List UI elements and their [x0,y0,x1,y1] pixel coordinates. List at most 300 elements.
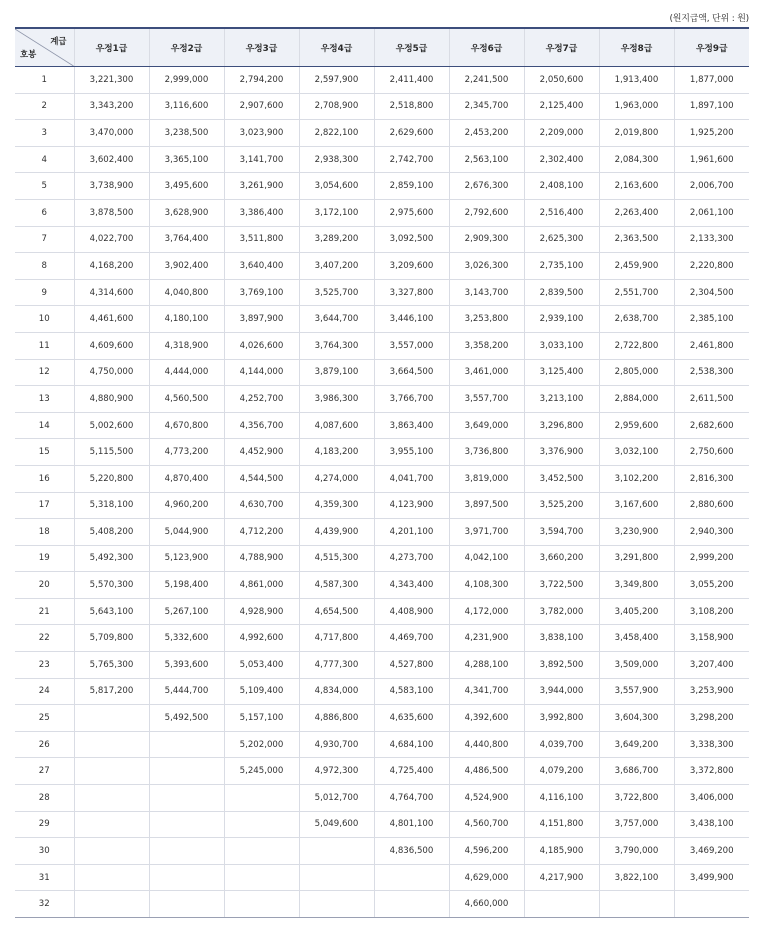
salary-cell: 3,649,200 [599,731,674,758]
grade-header-3: 우정3급 [224,28,299,67]
salary-cell: 4,777,300 [299,652,374,679]
salary-cell: 2,220,800 [674,253,749,280]
table-row [15,226,749,253]
salary-cell: 3,221,300 [74,67,149,94]
salary-cell: 3,406,000 [674,785,749,812]
salary-cell: 3,253,800 [449,306,524,333]
salary-cell [74,864,149,891]
salary-cell: 2,805,000 [599,359,674,386]
salary-cell: 3,897,500 [449,492,524,519]
salary-cell: 2,363,500 [599,226,674,253]
salary-cell: 4,712,200 [224,519,299,546]
table-row [15,279,749,306]
step-number-cell: 16 [15,465,74,492]
table-row [15,386,749,413]
table-body [15,67,749,918]
salary-cell: 3,525,700 [299,279,374,306]
salary-cell: 2,345,700 [449,93,524,120]
salary-cell: 4,560,700 [449,811,524,838]
salary-cell: 3,023,900 [224,120,299,147]
salary-cell: 2,750,600 [674,439,749,466]
salary-cell: 3,838,100 [524,625,599,652]
salary-cell: 2,629,600 [374,120,449,147]
salary-cell: 4,469,700 [374,625,449,652]
salary-cell: 4,630,700 [224,492,299,519]
salary-cell [299,838,374,865]
salary-cell: 3,602,400 [74,146,149,173]
salary-cell [74,811,149,838]
salary-cell: 4,123,900 [374,492,449,519]
step-number-cell: 1 [15,67,74,94]
salary-cell: 2,880,600 [674,492,749,519]
salary-cell: 3,769,100 [224,279,299,306]
grade-header-1: 우정1급 [74,28,149,67]
step-number-cell: 12 [15,359,74,386]
salary-cell: 3,033,100 [524,332,599,359]
salary-cell: 3,971,700 [449,519,524,546]
salary-cell: 4,341,700 [449,678,524,705]
salary-cell: 3,822,100 [599,864,674,891]
salary-cell: 3,238,500 [149,120,224,147]
corner-grade-label: 계급 [50,36,67,46]
salary-cell: 4,439,900 [299,519,374,546]
salary-cell: 3,253,900 [674,678,749,705]
table-row [15,758,749,785]
salary-cell: 4,273,700 [374,545,449,572]
step-number-cell: 21 [15,598,74,625]
salary-cell: 3,594,700 [524,519,599,546]
salary-cell [149,864,224,891]
step-number-cell: 24 [15,678,74,705]
salary-cell: 5,267,100 [149,598,224,625]
salary-cell: 5,332,600 [149,625,224,652]
salary-cell: 3,407,200 [299,253,374,280]
salary-cell: 4,314,600 [74,279,149,306]
salary-cell: 3,386,400 [224,199,299,226]
grade-header-8: 우정8급 [599,28,674,67]
salary-cell: 4,764,700 [374,785,449,812]
salary-cell: 4,087,600 [299,412,374,439]
salary-cell: 4,836,500 [374,838,449,865]
salary-cell: 5,220,800 [74,465,149,492]
salary-cell: 5,393,600 [149,652,224,679]
salary-cell: 4,274,000 [299,465,374,492]
salary-cell: 3,557,900 [599,678,674,705]
table-row [15,678,749,705]
table-row [15,811,749,838]
salary-cell [149,891,224,918]
salary-cell: 3,766,700 [374,386,449,413]
salary-cell: 4,870,400 [149,465,224,492]
salary-cell [224,838,299,865]
salary-cell: 2,792,600 [449,199,524,226]
table-row [15,705,749,732]
grade-header-7: 우정7급 [524,28,599,67]
salary-cell: 2,597,900 [299,67,374,94]
salary-cell: 3,349,800 [599,572,674,599]
salary-cell: 3,296,800 [524,412,599,439]
salary-cell: 1,897,100 [674,93,749,120]
unit-caption: (원지급액, 단위 : 원) [669,14,749,24]
salary-cell: 2,461,800 [674,332,749,359]
salary-cell: 4,992,600 [224,625,299,652]
salary-cell: 5,817,200 [74,678,149,705]
salary-cell: 5,444,700 [149,678,224,705]
salary-cell: 2,999,200 [674,545,749,572]
step-number-cell: 25 [15,705,74,732]
salary-cell: 2,408,100 [524,173,599,200]
salary-cell: 2,625,300 [524,226,599,253]
salary-cell: 2,459,900 [599,253,674,280]
salary-cell: 3,499,900 [674,864,749,891]
salary-cell: 3,955,100 [374,439,449,466]
salary-cell: 4,684,100 [374,731,449,758]
salary-cell: 3,108,200 [674,598,749,625]
salary-cell: 2,061,100 [674,199,749,226]
salary-cell: 4,108,300 [449,572,524,599]
salary-cell: 3,557,000 [374,332,449,359]
salary-cell: 3,446,100 [374,306,449,333]
salary-cell: 4,183,200 [299,439,374,466]
salary-cell: 3,664,500 [374,359,449,386]
salary-cell: 3,343,200 [74,93,149,120]
salary-cell: 5,492,300 [74,545,149,572]
salary-cell: 3,298,200 [674,705,749,732]
salary-cell: 4,201,100 [374,519,449,546]
salary-cell: 3,207,400 [674,652,749,679]
salary-cell [599,891,674,918]
salary-cell: 5,157,100 [224,705,299,732]
salary-cell: 3,944,000 [524,678,599,705]
table-row [15,93,749,120]
table-row [15,67,749,94]
salary-cell: 5,492,500 [149,705,224,732]
salary-cell: 5,053,400 [224,652,299,679]
salary-cell: 3,054,600 [299,173,374,200]
salary-cell: 4,596,200 [449,838,524,865]
salary-cell: 3,055,200 [674,572,749,599]
salary-cell: 4,930,700 [299,731,374,758]
step-number-cell: 32 [15,891,74,918]
salary-cell: 4,252,700 [224,386,299,413]
salary-cell: 3,509,000 [599,652,674,679]
salary-cell: 4,654,500 [299,598,374,625]
salary-cell: 2,302,400 [524,146,599,173]
salary-cell: 3,469,200 [674,838,749,865]
step-number-cell: 19 [15,545,74,572]
salary-cell: 2,999,000 [149,67,224,94]
salary-cell: 3,892,500 [524,652,599,679]
salary-cell: 5,049,600 [299,811,374,838]
salary-cell: 2,304,500 [674,279,749,306]
salary-cell: 2,133,300 [674,226,749,253]
salary-cell: 3,863,400 [374,412,449,439]
step-number-cell: 11 [15,332,74,359]
salary-cell: 4,041,700 [374,465,449,492]
salary-cell: 4,144,000 [224,359,299,386]
salary-cell: 4,172,000 [449,598,524,625]
salary-cell [224,891,299,918]
salary-cell: 4,217,900 [524,864,599,891]
salary-cell: 4,801,100 [374,811,449,838]
table-row [15,625,749,652]
salary-cell: 2,209,000 [524,120,599,147]
corner-step-label: 호봉 [20,49,37,59]
step-number-cell: 13 [15,386,74,413]
salary-cell: 2,676,300 [449,173,524,200]
step-number-cell: 8 [15,253,74,280]
salary-cell: 4,629,000 [449,864,524,891]
salary-cell [74,838,149,865]
salary-cell: 1,925,200 [674,120,749,147]
salary-cell: 4,609,600 [74,332,149,359]
salary-cell: 4,318,900 [149,332,224,359]
salary-cell [224,864,299,891]
salary-cell: 3,365,100 [149,146,224,173]
salary-cell [149,731,224,758]
salary-cell: 2,411,400 [374,67,449,94]
salary-cell: 4,583,100 [374,678,449,705]
salary-cell: 2,538,300 [674,359,749,386]
salary-cell: 5,318,100 [74,492,149,519]
salary-cell: 4,788,900 [224,545,299,572]
salary-cell: 3,736,800 [449,439,524,466]
step-number-cell: 18 [15,519,74,546]
salary-cell: 3,722,800 [599,785,674,812]
salary-cell: 3,125,400 [524,359,599,386]
step-number-cell: 28 [15,785,74,812]
salary-cell: 4,026,600 [224,332,299,359]
salary-cell: 3,291,800 [599,545,674,572]
salary-cell: 3,557,700 [449,386,524,413]
salary-cell: 2,975,600 [374,199,449,226]
salary-cell [374,891,449,918]
salary-cell: 3,372,800 [674,758,749,785]
step-number-cell: 9 [15,279,74,306]
salary-cell: 2,816,300 [674,465,749,492]
salary-cell: 4,392,600 [449,705,524,732]
salary-cell: 3,158,900 [674,625,749,652]
salary-cell [224,811,299,838]
table-row [15,838,749,865]
salary-cell: 4,040,800 [149,279,224,306]
salary-cell: 3,819,000 [449,465,524,492]
salary-cell: 3,686,700 [599,758,674,785]
salary-cell: 3,167,600 [599,492,674,519]
salary-cell: 5,002,600 [74,412,149,439]
salary-cell [74,705,149,732]
salary-cell: 4,524,900 [449,785,524,812]
salary-cell: 4,039,700 [524,731,599,758]
salary-cell: 4,587,300 [299,572,374,599]
table-row [15,146,749,173]
salary-cell: 4,168,200 [74,253,149,280]
salary-cell: 4,861,000 [224,572,299,599]
salary-cell: 2,939,100 [524,306,599,333]
salary-cell: 3,644,700 [299,306,374,333]
step-number-cell: 6 [15,199,74,226]
salary-cell: 4,408,900 [374,598,449,625]
table-row [15,359,749,386]
salary-cell: 3,511,800 [224,226,299,253]
salary-cell [149,838,224,865]
salary-cell: 4,773,200 [149,439,224,466]
salary-cell: 3,902,400 [149,253,224,280]
salary-cell: 4,022,700 [74,226,149,253]
salary-cell [149,811,224,838]
salary-cell: 3,438,100 [674,811,749,838]
salary-cell: 4,972,300 [299,758,374,785]
table-row [15,891,749,918]
salary-cell: 4,079,200 [524,758,599,785]
salary-cell: 4,527,800 [374,652,449,679]
salary-cell: 4,750,000 [74,359,149,386]
salary-cell: 5,570,300 [74,572,149,599]
header-row [15,28,749,67]
step-number-cell: 27 [15,758,74,785]
grade-header-2: 우정2급 [149,28,224,67]
salary-cell: 3,032,100 [599,439,674,466]
table-row [15,572,749,599]
salary-cell: 4,834,000 [299,678,374,705]
step-number-cell: 31 [15,864,74,891]
salary-cell: 4,635,600 [374,705,449,732]
salary-cell [149,785,224,812]
salary-cell: 1,877,000 [674,67,749,94]
salary-cell: 2,125,400 [524,93,599,120]
salary-cell: 3,722,500 [524,572,599,599]
salary-cell: 4,928,900 [224,598,299,625]
salary-cell [524,891,599,918]
table-row [15,492,749,519]
salary-cell: 3,986,300 [299,386,374,413]
salary-cell: 2,163,600 [599,173,674,200]
salary-cell: 5,643,100 [74,598,149,625]
salary-cell: 3,649,000 [449,412,524,439]
step-number-cell: 3 [15,120,74,147]
grade-header-5: 우정5급 [374,28,449,67]
salary-table [15,27,749,918]
salary-cell: 2,518,800 [374,93,449,120]
salary-cell: 2,907,600 [224,93,299,120]
salary-cell: 4,359,300 [299,492,374,519]
table-row [15,465,749,492]
table-row [15,439,749,466]
salary-cell: 4,725,400 [374,758,449,785]
salary-cell: 3,757,000 [599,811,674,838]
salary-cell: 2,453,200 [449,120,524,147]
salary-cell: 5,198,400 [149,572,224,599]
salary-cell: 5,245,000 [224,758,299,785]
table-row [15,731,749,758]
salary-cell: 3,897,900 [224,306,299,333]
salary-cell: 5,123,900 [149,545,224,572]
corner-header-cell [15,28,74,67]
salary-cell: 5,765,300 [74,652,149,679]
salary-cell: 3,358,200 [449,332,524,359]
step-number-cell: 10 [15,306,74,333]
salary-cell: 3,992,800 [524,705,599,732]
salary-cell: 3,640,400 [224,253,299,280]
salary-cell: 3,458,400 [599,625,674,652]
salary-cell: 3,172,100 [299,199,374,226]
table-row [15,652,749,679]
salary-cell: 2,551,700 [599,279,674,306]
salary-cell: 3,879,100 [299,359,374,386]
salary-cell [74,891,149,918]
salary-cell: 4,880,900 [74,386,149,413]
salary-cell: 3,092,500 [374,226,449,253]
salary-cell: 2,019,800 [599,120,674,147]
salary-cell: 2,722,800 [599,332,674,359]
step-number-cell: 30 [15,838,74,865]
table-row [15,864,749,891]
table-row [15,545,749,572]
salary-cell: 4,960,200 [149,492,224,519]
salary-cell: 3,764,400 [149,226,224,253]
salary-cell: 3,289,200 [299,226,374,253]
salary-cell: 2,959,600 [599,412,674,439]
salary-cell: 2,611,500 [674,386,749,413]
step-number-cell: 26 [15,731,74,758]
table-row [15,199,749,226]
step-number-cell: 2 [15,93,74,120]
salary-cell: 3,327,800 [374,279,449,306]
salary-cell: 3,738,900 [74,173,149,200]
salary-cell [74,758,149,785]
salary-cell: 2,884,000 [599,386,674,413]
salary-cell: 4,343,400 [374,572,449,599]
salary-cell: 4,670,800 [149,412,224,439]
salary-cell: 2,822,100 [299,120,374,147]
salary-cell [74,731,149,758]
salary-cell: 2,084,300 [599,146,674,173]
salary-cell: 4,461,600 [74,306,149,333]
salary-cell [149,758,224,785]
salary-cell: 2,241,500 [449,67,524,94]
salary-cell [299,891,374,918]
table-row [15,412,749,439]
table-row [15,253,749,280]
step-number-cell: 15 [15,439,74,466]
salary-cell: 2,682,600 [674,412,749,439]
salary-cell: 5,109,400 [224,678,299,705]
salary-cell: 5,012,700 [299,785,374,812]
salary-cell: 3,452,500 [524,465,599,492]
salary-cell: 4,116,100 [524,785,599,812]
salary-cell: 3,495,600 [149,173,224,200]
step-number-cell: 29 [15,811,74,838]
salary-cell: 3,405,200 [599,598,674,625]
salary-cell: 2,794,200 [224,67,299,94]
table-row [15,306,749,333]
salary-cell: 3,143,700 [449,279,524,306]
salary-cell: 2,516,400 [524,199,599,226]
salary-cell: 4,356,700 [224,412,299,439]
salary-cell: 3,376,900 [524,439,599,466]
salary-cell: 5,408,200 [74,519,149,546]
table-row [15,519,749,546]
salary-cell: 2,859,100 [374,173,449,200]
salary-cell: 4,717,800 [299,625,374,652]
table-row [15,120,749,147]
salary-cell: 4,560,500 [149,386,224,413]
salary-cell: 4,185,900 [524,838,599,865]
salary-cell: 5,044,900 [149,519,224,546]
salary-cell: 3,213,100 [524,386,599,413]
table-row [15,598,749,625]
salary-cell: 2,638,700 [599,306,674,333]
